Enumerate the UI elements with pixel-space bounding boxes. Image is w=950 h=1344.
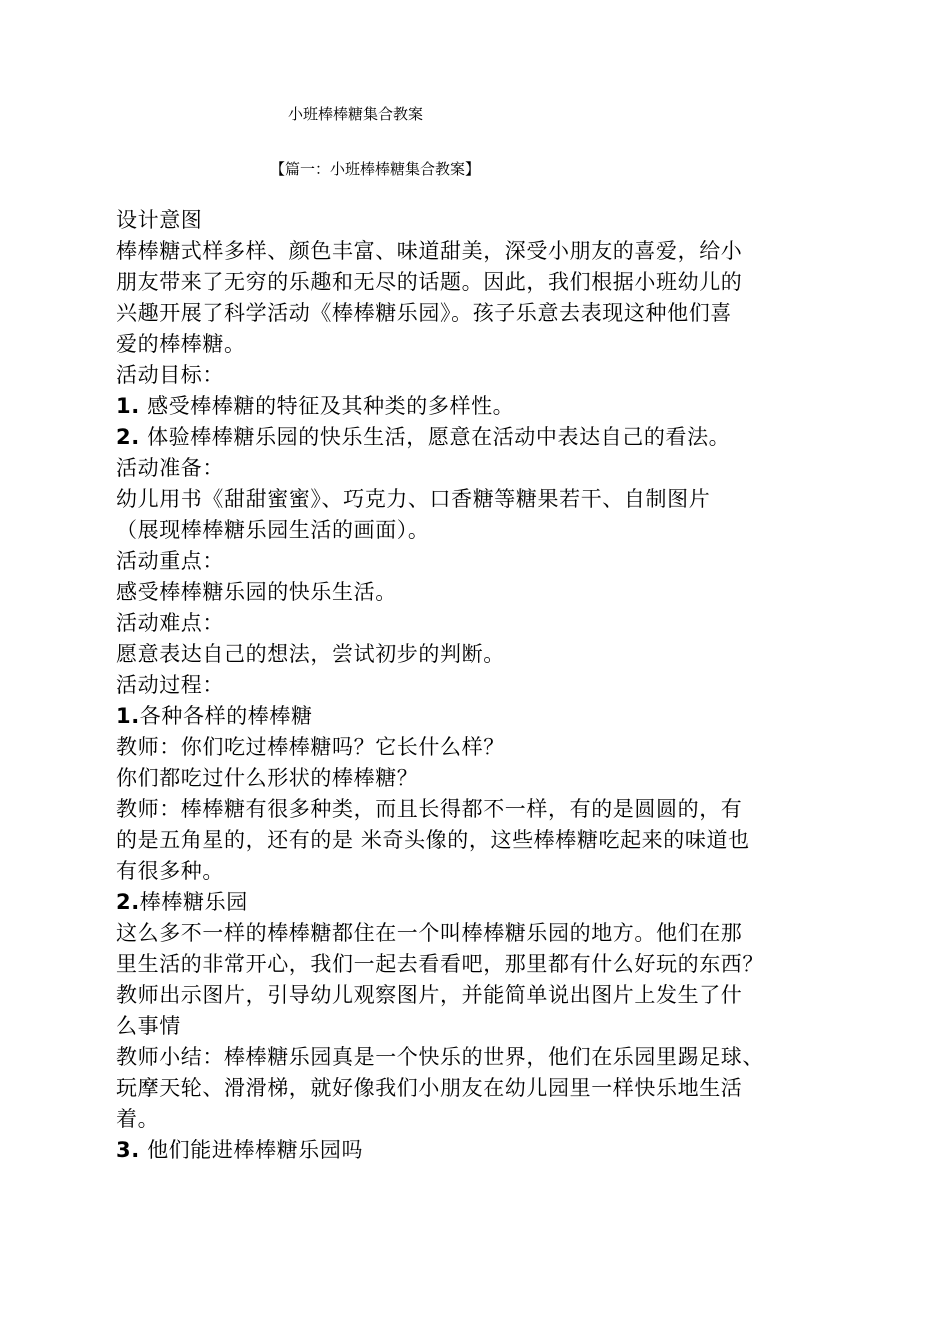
text-line — [116, 732, 840, 763]
text-line — [116, 484, 840, 515]
text-line — [116, 422, 840, 453]
line-text: 的是五角星的，还有的是 米奇头像的，这些棒棒糖吃起来的味道也 — [116, 828, 750, 852]
text-line — [116, 1011, 840, 1042]
line-text: 教师小结：棒棒糖乐园真是一个快乐的世界，他们在乐园里踢足球、 — [116, 1045, 764, 1069]
document-subtitle: 【篇一：小班棒棒糖集合教案】 — [270, 160, 481, 178]
line-text: 里生活的非常开心，我们一起去看看吧，那里都有什么好玩的东西？ — [116, 952, 764, 976]
line-text: 棒棒糖式样多样、颜色丰富、味道甜美，深受小朋友的喜爱，给小 — [116, 239, 743, 263]
text-line — [116, 546, 840, 577]
line-text: 幼儿用书《甜甜蜜蜜》、巧克力、口香糖等糖果若干、自制图片 — [116, 487, 711, 511]
list-number: 3. — [116, 1138, 140, 1162]
line-text: 设计意图 — [116, 208, 203, 232]
line-text: 活动准备： — [116, 456, 224, 480]
text-line — [116, 918, 840, 949]
line-text: 朋友带来了无穷的乐趣和无尽的话题。因此，我们根据小班幼儿的 — [116, 270, 743, 294]
text-line — [116, 980, 840, 1011]
line-text: 他们能进棒棒糖乐园吗 — [139, 1138, 364, 1162]
text-line — [116, 236, 840, 267]
list-number: 1. — [116, 704, 140, 728]
text-line — [116, 949, 840, 980]
line-text: 着。 — [116, 1107, 160, 1131]
text-line — [116, 825, 840, 856]
text-line — [116, 1135, 840, 1166]
line-text: 感受棒棒糖乐园的快乐生活。 — [116, 580, 397, 604]
line-text: 愿意表达自己的想法，尝试初步的判断。 — [116, 642, 505, 666]
list-number: 2. — [116, 425, 140, 449]
text-line — [116, 1104, 840, 1135]
line-text: 教师：棒棒糖有很多种类，而且长得都不一样，有的是圆圆的，有 — [116, 797, 743, 821]
line-text: 玩摩天轮、滑滑梯，就好像我们小朋友在幼儿园里一样快乐地生活 — [116, 1076, 743, 1100]
line-text: 体验棒棒糖乐园的快乐生活，愿意在活动中表达自己的看法。 — [139, 425, 731, 449]
line-text: 各种各样的棒棒糖 — [139, 704, 313, 728]
text-line — [116, 267, 840, 298]
text-line — [116, 205, 840, 236]
text-line — [116, 329, 840, 360]
line-text: （展现棒棒糖乐园生活的画面）。 — [116, 518, 430, 542]
text-line — [116, 515, 840, 546]
line-text: 棒棒糖乐园 — [139, 890, 248, 914]
line-text: 有很多种。 — [116, 859, 224, 883]
list-number: 2. — [116, 890, 140, 914]
line-text: 感受棒棒糖的特征及其种类的多样性。 — [139, 394, 515, 418]
line-text: 活动重点： — [116, 549, 224, 573]
document-body — [116, 205, 840, 1166]
text-line — [116, 391, 840, 422]
line-text: 教师出示图片，引导幼儿观察图片，并能简单说出图片上发生了什 — [116, 983, 743, 1007]
text-line — [116, 670, 840, 701]
text-line — [116, 794, 840, 825]
line-text: 活动过程： — [116, 673, 224, 697]
text-line — [116, 608, 840, 639]
text-line — [116, 701, 840, 732]
line-text: 这么多不一样的棒棒糖都住在一个叫棒棒糖乐园的地方。他们在那 — [116, 921, 743, 945]
text-line — [116, 360, 840, 391]
text-line — [116, 1073, 840, 1104]
text-line — [116, 639, 840, 670]
line-text: 活动目标： — [116, 363, 224, 387]
text-line — [116, 1042, 840, 1073]
line-text: 教师：你们吃过棒棒糖吗？它长什么样？ — [116, 735, 505, 759]
text-line — [116, 577, 840, 608]
document-title: 小班棒棒糖集合教案 — [288, 105, 424, 123]
line-text: 你们都吃过什么形状的棒棒糖？ — [116, 766, 419, 790]
line-text: 兴趣开展了科学活动《棒棒糖乐园》。孩子乐意去表现这种他们喜 — [116, 301, 732, 325]
list-number: 1. — [116, 394, 140, 418]
text-line — [116, 453, 840, 484]
line-text: 么事情 — [116, 1014, 181, 1038]
text-line — [116, 887, 840, 918]
line-text: 爱的棒棒糖。 — [116, 332, 246, 356]
text-line — [116, 298, 840, 329]
text-line — [116, 763, 840, 794]
text-line — [116, 856, 840, 887]
line-text: 活动难点： — [116, 611, 224, 635]
